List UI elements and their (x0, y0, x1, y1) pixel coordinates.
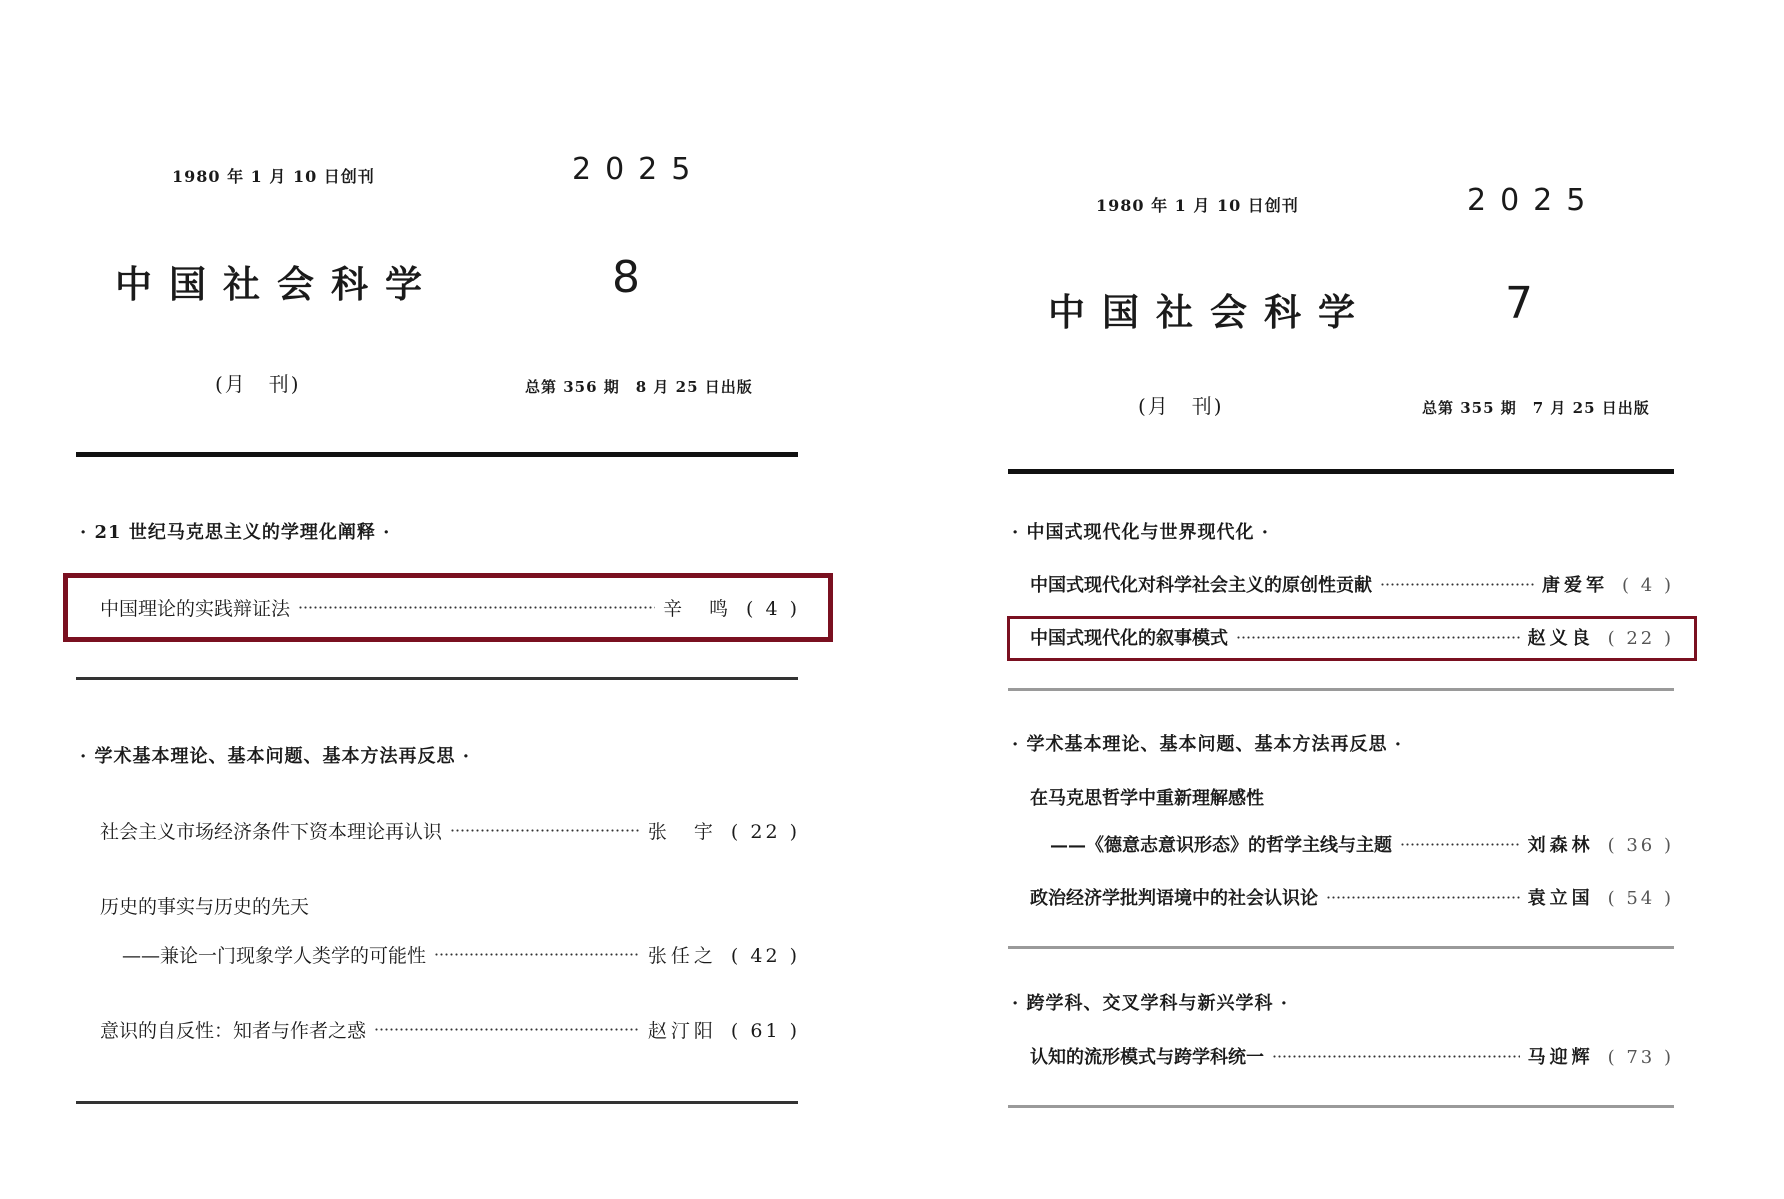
leader-dots (374, 1028, 640, 1031)
leader-dots (1236, 636, 1520, 639)
founding-date: 1980 年 1 月 10 日创刊 (172, 167, 375, 186)
section-rule (76, 677, 798, 680)
article-title[interactable]: 历史的事实与历史的先天 (100, 896, 310, 918)
leader-dots (1380, 583, 1534, 586)
section-heading: · 21 世纪马克思主义的学理化阐释 · (80, 522, 391, 543)
volume-year: 2025 (1467, 183, 1600, 218)
bottom-rule (76, 1101, 798, 1104)
page-number: ( 22 ) (1607, 628, 1674, 649)
leader-dots (434, 953, 640, 956)
leader-dots (1272, 1055, 1520, 1058)
frequency-label: (月 刊) (215, 372, 301, 396)
page-number: ( 73 ) (1607, 1047, 1674, 1068)
journal-title: 中国社会科学 (115, 263, 439, 306)
article-title: 意识的自反性：知者与作者之惑 (100, 1020, 367, 1042)
article-title: 中国理论的实践辩证法 (100, 598, 291, 620)
article-title: 社会主义市场经济条件下资本理论再认识 (100, 821, 443, 843)
section-heading: · 跨学科、交叉学科与新兴学科 · (1012, 993, 1289, 1014)
leader-dots (450, 829, 640, 832)
section-rule (1008, 688, 1674, 691)
founding-date: 1980 年 1 月 10 日创刊 (1096, 196, 1299, 215)
issue-number: 8 (612, 252, 640, 303)
journal-title: 中国社会科学 (1048, 291, 1372, 334)
toc-entry[interactable] (122, 941, 800, 968)
toc-entry[interactable] (1030, 624, 1674, 650)
article-author: 张任之 (647, 945, 717, 967)
article-author: 袁立国 (1527, 888, 1594, 909)
toc-entry[interactable] (1030, 1043, 1674, 1069)
article-author: 辛 鸣 (662, 598, 732, 620)
section-heading: · 学术基本理论、基本问题、基本方法再反思 · (1012, 734, 1403, 755)
article-title: 中国式现代化对科学社会主义的原创性贡献 (1030, 575, 1372, 596)
volume-year: 2025 (572, 152, 705, 187)
page-number: ( 22 ) (730, 821, 800, 843)
leader-dots (298, 606, 655, 609)
section-rule (1008, 946, 1674, 949)
article-author: 赵汀阳 (647, 1020, 717, 1042)
toc-entry[interactable] (100, 817, 800, 844)
toc-entry[interactable] (1030, 884, 1674, 910)
article-author: 马迎辉 (1527, 1047, 1594, 1068)
article-title: 政治经济学批判语境中的社会认识论 (1030, 888, 1318, 909)
article-author: 唐爱军 (1542, 575, 1609, 596)
toc-entry[interactable] (100, 1016, 800, 1043)
section-heading: · 中国式现代化与世界现代化 · (1012, 522, 1270, 543)
issue-number: 7 (1505, 278, 1533, 329)
page-number: ( 54 ) (1607, 888, 1674, 909)
page-number: ( 36 ) (1607, 835, 1674, 856)
frequency-label: (月 刊) (1138, 394, 1224, 418)
article-title: 中国式现代化的叙事模式 (1030, 628, 1228, 649)
bottom-rule (1008, 1105, 1674, 1108)
article-title: 认知的流形模式与跨学科统一 (1030, 1047, 1264, 1068)
page-number: ( 4 ) (746, 598, 800, 620)
article-title[interactable]: 在马克思哲学中重新理解感性 (1030, 788, 1264, 809)
page-number: ( 4 ) (1622, 575, 1674, 596)
article-subtitle: ——《德意志意识形态》的哲学主线与主题 (1050, 835, 1392, 856)
page-number: ( 61 ) (730, 1020, 800, 1042)
section-heading: · 学术基本理论、基本问题、基本方法再反思 · (80, 746, 471, 767)
header-rule (76, 452, 798, 457)
article-subtitle: ——兼论一门现象学人类学的可能性 (122, 945, 427, 967)
article-author: 刘森林 (1527, 835, 1594, 856)
toc-entry[interactable] (1050, 831, 1674, 857)
publication-info: 总第 356 期 8 月 25 日出版 (525, 378, 753, 396)
toc-entry[interactable] (1030, 571, 1674, 597)
toc-page-issue-7 (900, 0, 1784, 1199)
page-number: ( 42 ) (730, 945, 800, 967)
article-author: 赵义良 (1527, 628, 1594, 649)
publication-info: 总第 355 期 7 月 25 日出版 (1422, 399, 1650, 417)
header-rule (1008, 469, 1674, 474)
leader-dots (1400, 843, 1520, 846)
article-author: 张 宇 (647, 821, 717, 843)
leader-dots (1326, 896, 1520, 899)
toc-entry[interactable] (100, 594, 800, 621)
